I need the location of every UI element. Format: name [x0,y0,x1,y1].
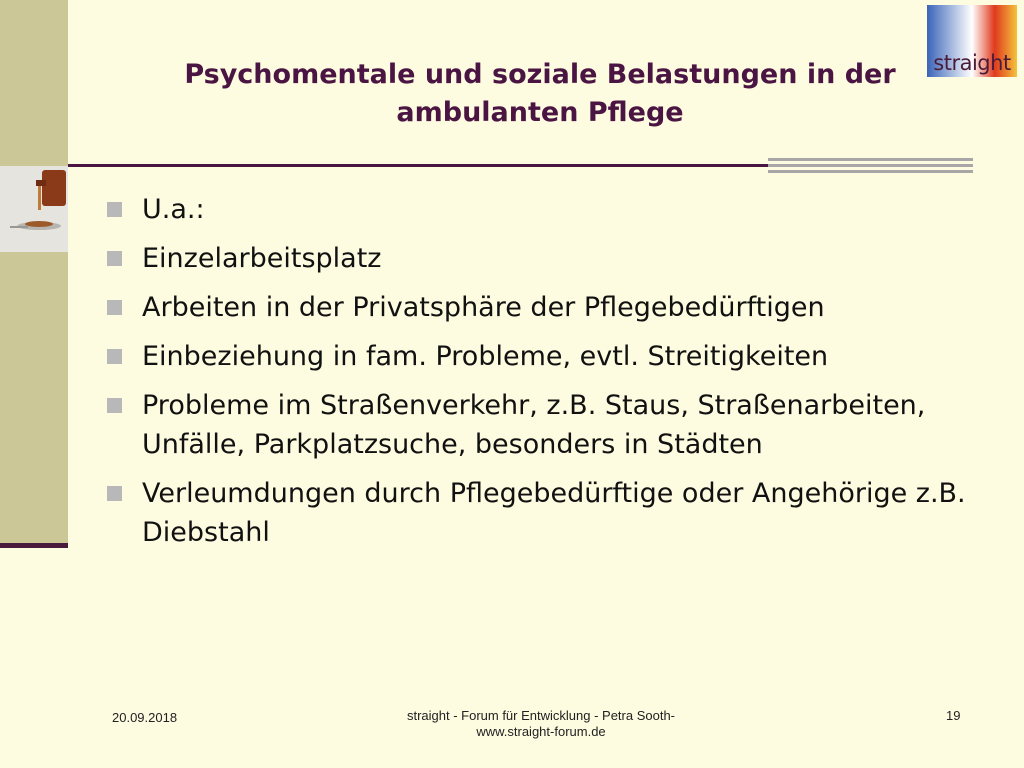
bullet-text: Probleme im Straßenverkehr, z.B. Staus, Straßenarbeiten, Unfälle, Parkplatzsuche, besonders in Städten [142,390,926,460]
medicine-bottle-icon [0,166,68,252]
left-band-rule [0,543,68,548]
bullet-text: Einbeziehung in fam. Probleme, evtl. Streitigkeiten [142,341,829,372]
footer-credits-line-2: www.straight-forum.de [476,724,606,739]
bullet-text: Arbeiten in der Privatsphäre der Pflegebedürftigen [142,292,825,323]
title-line-1: Psychomentale und soziale Belastungen in der [184,59,896,90]
left-decorative-band [0,0,68,546]
square-bullet-icon [107,398,122,413]
square-bullet-icon [107,251,122,266]
title-divider [68,164,768,167]
bullet-item [104,190,984,229]
page-number: 19 [946,708,961,723]
bullet-item [104,474,984,552]
bullet-item [104,288,984,327]
footer-credits-line-1: straight - Forum für Entwicklung - Petra Sooth- [406,708,676,723]
footer-credits [360,708,722,740]
square-bullet-icon [107,300,122,315]
bullet-item [104,239,984,278]
square-bullet-icon [107,202,122,217]
bullet-item [104,337,984,376]
logo-text: straight [933,51,1011,75]
bullet-list [104,190,984,562]
slide-title [110,56,970,132]
bullet-text: Einzelarbeitsplatz [142,243,382,274]
bullet-item [104,386,984,464]
bullet-text: Verleumdungen durch Pflegebedürftige oder Angehörige z.B. Diebstahl [142,478,966,548]
bullet-text: U.a.: [142,194,205,225]
footer-date: 20.09.2018 [112,710,178,725]
medicine-bottle-image [0,166,68,252]
title-divider-accent [768,158,973,178]
title-line-2: ambulanten Pflege [396,97,684,128]
square-bullet-icon [107,486,122,501]
square-bullet-icon [107,349,122,364]
